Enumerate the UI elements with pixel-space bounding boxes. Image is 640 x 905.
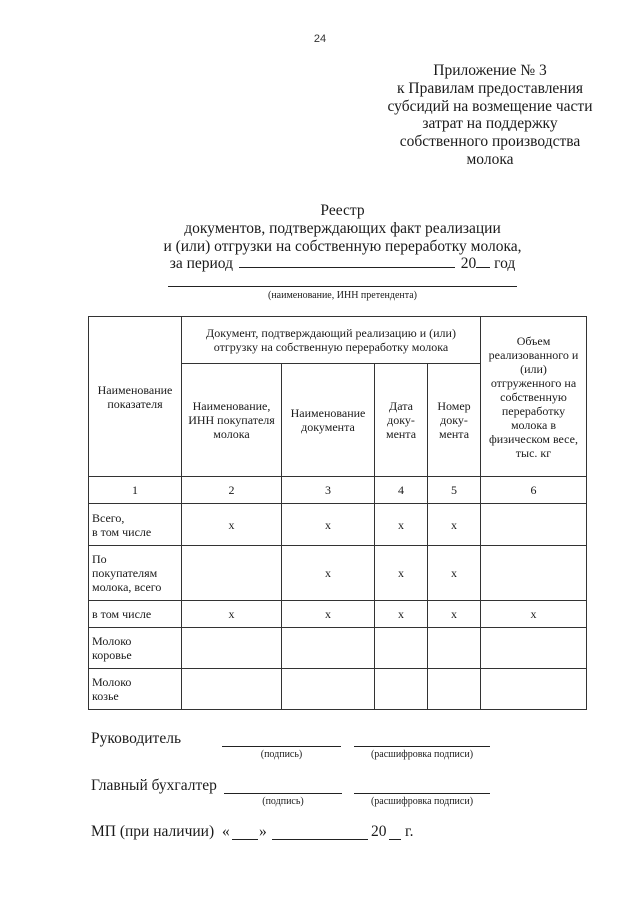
table-cell[interactable]: [481, 628, 587, 669]
row-label: Молоко коровье: [89, 628, 182, 669]
table-row: [89, 546, 587, 601]
header-doc-date: Дата доку-мента: [375, 364, 428, 477]
table-cell[interactable]: [481, 546, 587, 601]
date-month-field[interactable]: [272, 839, 368, 840]
accountant-signature-caption: (подпись): [262, 796, 304, 807]
column-number: 5: [428, 477, 481, 504]
column-number: 2: [182, 477, 282, 504]
title-line: и (или) отгрузки на собственную переработку молока,: [163, 237, 522, 255]
table-cell[interactable]: х: [182, 601, 282, 628]
table-cell[interactable]: х: [282, 504, 375, 546]
accountant-signature-field[interactable]: [224, 793, 342, 794]
table-cell[interactable]: х: [428, 504, 481, 546]
date-suffix: г.: [405, 823, 414, 840]
period-prefix: за период: [169, 255, 233, 273]
table-cell[interactable]: [282, 628, 375, 669]
date-year-prefix: 20: [371, 823, 387, 840]
table-cell[interactable]: [375, 628, 428, 669]
table-cell[interactable]: [182, 628, 282, 669]
column-number: 1: [89, 477, 182, 504]
header-indicator: Наименование показателя: [89, 317, 182, 477]
table-cell[interactable]: х: [375, 601, 428, 628]
register-table: [88, 316, 587, 710]
table-cell[interactable]: х: [481, 601, 587, 628]
appendix-line: к Правилам предоставления: [396, 79, 584, 97]
appendix-line: субсидий на возмещение части: [387, 97, 593, 115]
period-line: [150, 255, 535, 273]
column-number: 6: [481, 477, 587, 504]
head-signature-caption: (подпись): [260, 749, 303, 760]
table-row: [89, 504, 587, 546]
applicant-caption: (наименование, ИНН претендента): [267, 290, 417, 301]
period-year-blank[interactable]: [476, 255, 490, 268]
header-doc-number: Номер доку-мента: [428, 364, 481, 477]
period-suffix: год: [494, 255, 516, 273]
table-cell[interactable]: [282, 669, 375, 710]
table-cell[interactable]: х: [282, 546, 375, 601]
title-line: документов, подтверждающих факт реализации: [184, 219, 501, 237]
table-row: [89, 628, 587, 669]
head-decryption-field[interactable]: [354, 746, 490, 747]
head-decryption-caption: (расшифровка подписи): [370, 749, 474, 760]
column-number: 3: [282, 477, 375, 504]
table-cell[interactable]: х: [375, 546, 428, 601]
row-label: Всего, в том числе: [89, 504, 182, 546]
appendix-header: [370, 62, 610, 169]
accountant-label: Главный бухгалтер: [91, 777, 217, 794]
table-cell[interactable]: х: [375, 504, 428, 546]
date-day-field[interactable]: [232, 839, 258, 840]
table-cell[interactable]: х: [182, 504, 282, 546]
row-label: По покупателям молока, всего: [89, 546, 182, 601]
appendix-line: собственного производства: [399, 133, 581, 151]
table-cell[interactable]: [428, 628, 481, 669]
table-row: [89, 669, 587, 710]
table-cell[interactable]: [481, 669, 587, 710]
row-label: в том числе: [89, 601, 182, 628]
stamp-label: МП (при наличии): [91, 823, 215, 840]
date-year-field[interactable]: [389, 839, 401, 840]
header-document-group: Документ, подтверждающий реализацию и (или) отгрузку на собственную переработку молока: [182, 317, 481, 364]
title-line: Реестр: [320, 202, 365, 219]
accountant-decryption-field[interactable]: [354, 793, 490, 794]
date-quote-close: »: [259, 823, 267, 840]
table-row: [89, 601, 587, 628]
table-cell[interactable]: [428, 669, 481, 710]
header-doc-name: Наименование документа: [282, 364, 375, 477]
table-cell[interactable]: х: [282, 601, 375, 628]
table-cell[interactable]: х: [428, 546, 481, 601]
table-cell[interactable]: [481, 504, 587, 546]
row-label: Молоко козье: [89, 669, 182, 710]
table-cell[interactable]: х: [428, 601, 481, 628]
table-cell[interactable]: [182, 546, 282, 601]
register-title: [150, 202, 535, 273]
header-volume: Объем реализованного и (или) отгруженного на собственную переработку молока в физическом весе, тыс. кг: [481, 317, 587, 477]
period-blank[interactable]: [239, 255, 455, 268]
table-cell[interactable]: [375, 669, 428, 710]
applicant-field[interactable]: [168, 286, 517, 287]
period-year-prefix: 20: [460, 255, 477, 273]
accountant-decryption-caption: (расшифровка подписи): [370, 796, 474, 807]
date-quote-open: «: [222, 823, 230, 840]
head-signature-field[interactable]: [222, 746, 341, 747]
header-buyer: Наименование, ИНН покупателя молока: [182, 364, 282, 477]
column-number: 4: [375, 477, 428, 504]
appendix-line: молока: [466, 150, 514, 168]
appendix-line: Приложение № 3: [433, 62, 547, 79]
table-cell[interactable]: [182, 669, 282, 710]
head-label: Руководитель: [91, 730, 182, 747]
page-number: 24: [313, 33, 327, 45]
appendix-line: затрат на поддержку: [422, 115, 558, 133]
